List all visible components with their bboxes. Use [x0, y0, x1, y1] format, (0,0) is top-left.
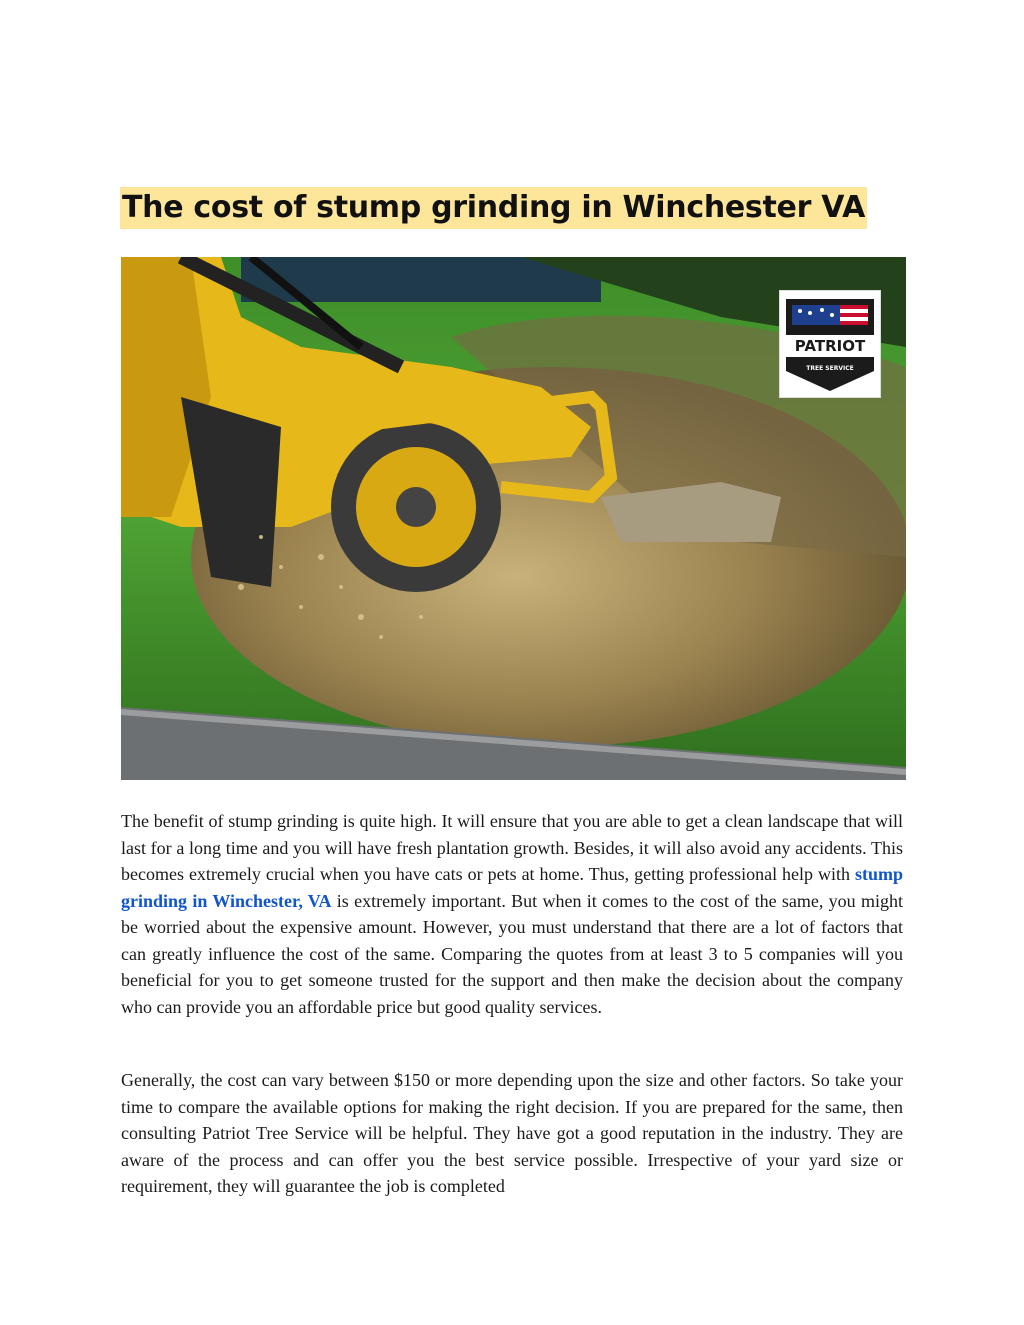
logo-brand: PATRIOT — [794, 337, 866, 355]
patriot-logo — [779, 290, 881, 398]
stump-grinding-link[interactable]: stump grinding in Winchester, VA — [121, 864, 903, 911]
paragraph-benefits-text-before: The benefit of stump grinding is quite high. It will ensure that you are able to get a clean landscape that will last for a long time and you will have fresh plantation growth. Besides, it will also avoid any accidents. This becomes extremely crucial when you have cats or pets at home. Thus, getting professional help with — [121, 811, 903, 884]
paragraph-benefits — [121, 808, 903, 1020]
paragraph-benefits-text-after: is extremely important. But when it comes to the cost of the same, you might be worried about the expensive amount. However, you must understand that there are a lot of factors that can greatly influence the cost of the same. Comparing the quotes from at least 3 to 5 companies will you beneficial for you to get someone trusted for the support and then make the decision about the company who can provide you an affordable price but good quality services. — [121, 890, 903, 1017]
logo-subtitle: TREE SERVICE — [806, 365, 854, 372]
page-title: The cost of stump grinding in Winchester VA — [120, 187, 867, 229]
title-wrap — [120, 187, 867, 229]
paragraph-cost: Generally, the cost can vary between $150 or more depending upon the size and other factors. So take your time to compare the available options for making the right decision. If you are prepared for the same, then consulting Patriot Tree Service will be helpful. They have got a good reputation in the industry. They are aware of the process and can offer you the best service possible. Irrespective of your yard size or requirement, they will guarantee the job is completed — [121, 1070, 903, 1196]
